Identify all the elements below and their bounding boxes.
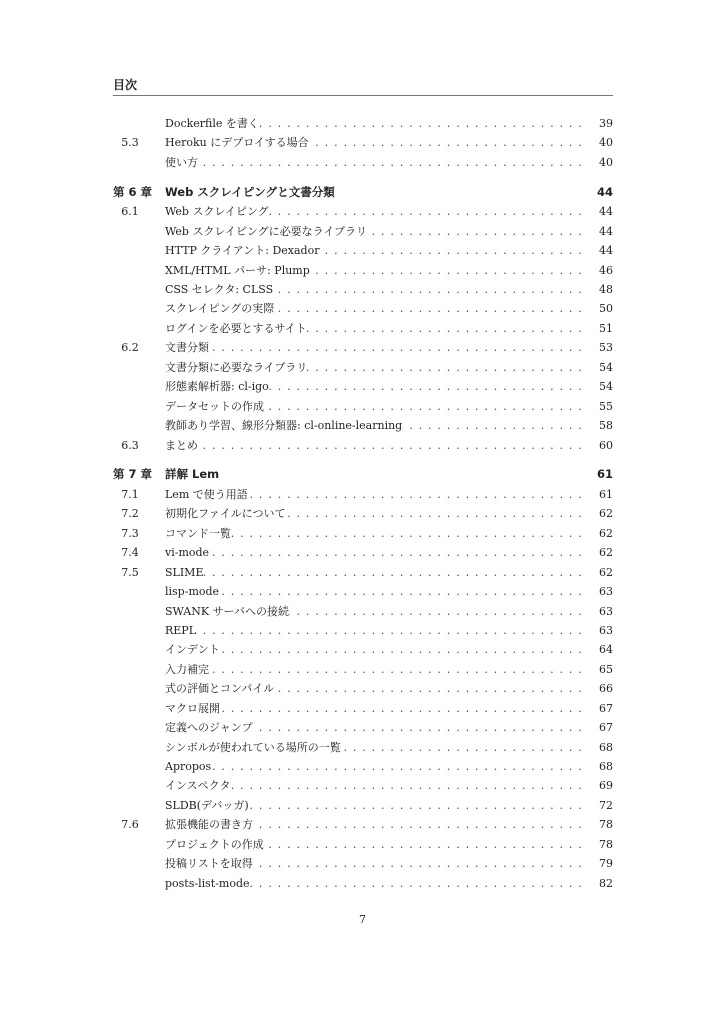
toc-entry[interactable] — [113, 796, 613, 815]
toc-entry[interactable] — [113, 776, 613, 795]
toc-entry[interactable] — [113, 241, 613, 260]
entry-title: posts-list-mode — [165, 876, 250, 890]
dot-leader — [274, 679, 583, 698]
entry-page: 68 — [599, 760, 613, 773]
entry-page: 54 — [599, 380, 613, 394]
entry-page: 79 — [599, 857, 613, 871]
entry-title: 教師あり学習、線形分類器: cl-online-learning — [165, 419, 403, 433]
entry-title: インスペクタ — [165, 779, 231, 793]
entry-title: vi-mode — [165, 546, 210, 560]
toc-entry[interactable] — [113, 358, 613, 377]
entry-page: 62 — [599, 546, 613, 560]
dot-leader — [309, 133, 583, 152]
toc-entry[interactable] — [113, 660, 613, 679]
entry-title: Apropos — [165, 760, 212, 773]
entry-page: 64 — [599, 643, 613, 657]
entry-page: 60 — [599, 438, 613, 452]
entry-page: 62 — [599, 565, 613, 579]
entry-title: インデント — [165, 643, 220, 657]
entry-title: まとめ — [165, 438, 198, 452]
entry-page: 44 — [597, 184, 614, 199]
dot-leader — [220, 699, 583, 718]
entry-page: 44 — [599, 205, 613, 219]
entry-title: データセットの作成 — [165, 399, 264, 413]
dot-leader — [209, 543, 583, 562]
dot-leader — [198, 436, 583, 455]
dot-leader — [211, 757, 583, 776]
entry-page: 69 — [599, 779, 613, 793]
toc-entry[interactable] — [113, 718, 613, 737]
dot-leader — [289, 602, 583, 621]
entry-title: 文書分類に必要なライブラリ — [165, 360, 308, 374]
toc-entry[interactable] — [113, 280, 613, 299]
entry-number: 6.3 — [121, 438, 139, 452]
toc-entry[interactable] — [113, 261, 613, 280]
toc-entry[interactable] — [113, 114, 613, 133]
entry-title: Heroku にデプロイする場合 — [165, 136, 309, 150]
entry-page: 44 — [599, 224, 613, 238]
entry-title: Dockerfile を書く — [165, 117, 259, 130]
entry-number: 7.6 — [121, 818, 139, 832]
entry-title: REPL — [165, 623, 197, 637]
dot-leader — [402, 416, 583, 435]
entry-page: 78 — [599, 818, 613, 832]
entry-page: 61 — [597, 467, 614, 482]
toc-entry[interactable] — [113, 582, 613, 601]
toc-entry[interactable] — [113, 338, 613, 357]
toc-entry[interactable] — [113, 299, 613, 318]
toc-entry[interactable] — [113, 835, 613, 854]
entry-page: 68 — [599, 740, 613, 754]
toc-chapter-entry[interactable] — [113, 465, 613, 484]
toc-entry[interactable] — [113, 621, 613, 640]
entry-number: 7.5 — [121, 565, 139, 579]
toc-entry[interactable] — [113, 485, 613, 504]
dot-leader — [253, 815, 583, 834]
entry-page: 63 — [599, 604, 613, 618]
toc-entry[interactable] — [113, 679, 613, 698]
toc-entry[interactable] — [113, 757, 613, 776]
dot-leader — [319, 241, 583, 260]
dot-leader — [230, 776, 583, 795]
dot-leader — [310, 261, 583, 280]
entry-page: 39 — [599, 117, 613, 130]
entry-title: XML/HTML パーサ: Plump — [165, 263, 310, 277]
entry-title: lisp-mode — [165, 585, 220, 599]
entry-page: 62 — [599, 507, 613, 521]
dot-leader — [198, 153, 583, 172]
entry-page: 54 — [599, 360, 613, 374]
running-header: 目次 — [113, 78, 138, 92]
toc-entry[interactable] — [113, 153, 613, 172]
toc-entry[interactable] — [113, 854, 613, 873]
entry-page: 82 — [599, 876, 613, 890]
entry-title: 入力補完 — [165, 662, 209, 676]
entry-page: 66 — [599, 682, 613, 696]
entry-title: 文書分類 — [165, 341, 209, 355]
entry-title: SWANK サーバへの接続 — [165, 604, 290, 618]
dot-leader — [203, 563, 583, 582]
toc-entry[interactable] — [113, 543, 613, 562]
toc-entry[interactable] — [113, 640, 613, 659]
toc-entry[interactable] — [113, 133, 613, 152]
entry-page: 62 — [599, 526, 613, 540]
entry-title: SLDB(デバッガ) — [165, 798, 249, 812]
toc-entry[interactable] — [113, 416, 613, 435]
entry-page: 61 — [599, 487, 613, 501]
entry-page: 63 — [599, 623, 613, 637]
entry-title: Web スクレイピング — [165, 205, 269, 219]
page-number: 7 — [359, 913, 366, 926]
dot-leader — [259, 114, 583, 133]
entry-title: コマンド一覧 — [165, 526, 231, 540]
dot-leader — [307, 319, 583, 338]
dot-leader — [209, 338, 583, 357]
entry-title: 定義へのジャンプ — [165, 721, 253, 735]
entry-title: スクレイピングの実際 — [165, 302, 275, 316]
dot-leader — [231, 524, 583, 543]
entry-title: ログインを必要とするサイト — [165, 321, 307, 335]
entry-title: Web スクレイピングと文書分類 — [165, 184, 335, 199]
entry-title: CSS セレクタ: CLSS — [165, 283, 274, 296]
entry-page: 67 — [599, 721, 613, 735]
dot-leader — [209, 660, 583, 679]
entry-page: 58 — [599, 419, 613, 433]
entry-title: マクロ展開 — [165, 701, 220, 715]
entry-number: 5.3 — [121, 136, 139, 150]
header-rule — [113, 95, 613, 96]
entry-number: 第 7 章 — [113, 467, 153, 482]
entry-title: 式の評価とコンパイル — [165, 682, 275, 696]
dot-leader — [249, 796, 583, 815]
entry-number: 7.4 — [121, 546, 139, 560]
toc-entry[interactable] — [113, 699, 613, 718]
dot-leader — [264, 835, 583, 854]
toc-entry[interactable] — [113, 319, 613, 338]
dot-leader — [273, 280, 583, 299]
dot-leader — [286, 504, 583, 523]
entry-number: 6.2 — [121, 341, 139, 355]
entry-number: 7.1 — [121, 487, 139, 501]
toc-entry[interactable] — [113, 377, 613, 396]
dot-leader — [307, 358, 583, 377]
dot-leader — [196, 621, 583, 640]
entry-page: 72 — [599, 798, 613, 812]
entry-title: HTTP クライアント: Dexador — [165, 244, 320, 258]
entry-title: プロジェクトの作成 — [165, 837, 264, 851]
dot-leader — [269, 377, 583, 396]
entry-page: 51 — [599, 321, 613, 335]
entry-number: 6.1 — [121, 205, 139, 219]
entry-title: シンボルが使われている場所の一覧 — [165, 740, 341, 754]
toc-entry[interactable] — [113, 202, 613, 221]
toc-chapter-entry[interactable] — [113, 183, 613, 202]
entry-page: 40 — [599, 155, 613, 169]
entry-page: 53 — [599, 341, 613, 355]
entry-page: 40 — [599, 136, 613, 150]
entry-page: 78 — [599, 837, 613, 851]
entry-title: 投稿リストを取得 — [165, 857, 253, 871]
dot-leader — [264, 397, 583, 416]
toc-entry[interactable] — [113, 874, 613, 893]
dot-leader — [274, 299, 583, 318]
entry-page: 63 — [599, 585, 613, 599]
entry-page: 46 — [599, 263, 613, 277]
entry-number: 第 6 章 — [113, 184, 153, 199]
entry-title: Web スクレイピングに必要なライブラリ — [165, 224, 368, 238]
toc-entry[interactable] — [113, 222, 613, 241]
entry-page: 50 — [599, 302, 613, 316]
toc-entry[interactable] — [113, 738, 613, 757]
dot-leader — [220, 640, 583, 659]
entry-title: 拡張機能の書き方 — [165, 818, 253, 832]
dot-leader — [341, 738, 583, 757]
entry-page: 67 — [599, 701, 613, 715]
toc-entry[interactable] — [113, 524, 613, 543]
entry-title: Lem で使う用語 — [165, 487, 248, 501]
entry-page: 48 — [599, 283, 613, 296]
dot-leader — [269, 202, 583, 221]
dot-leader — [219, 582, 583, 601]
entry-title: 使い方 — [165, 155, 198, 169]
toc-entry[interactable] — [113, 436, 613, 455]
dot-leader — [248, 485, 583, 504]
entry-title: 詳解 Lem — [165, 467, 220, 482]
entry-page: 65 — [599, 662, 613, 676]
toc-entry[interactable] — [113, 602, 613, 621]
table-of-contents — [113, 114, 613, 893]
entry-page: 55 — [599, 399, 613, 413]
toc-entry[interactable] — [113, 397, 613, 416]
toc-entry[interactable] — [113, 815, 613, 834]
entry-title: SLIME — [165, 565, 204, 579]
dot-leader — [367, 222, 583, 241]
entry-title: 形態素解析器: cl-igo — [165, 380, 269, 394]
dot-leader — [253, 854, 583, 873]
entry-number: 7.2 — [121, 507, 139, 521]
toc-entry[interactable] — [113, 563, 613, 582]
entry-page: 44 — [599, 244, 613, 258]
dot-leader — [250, 874, 583, 893]
toc-entry[interactable] — [113, 504, 613, 523]
entry-title: 初期化ファイルについて — [165, 507, 286, 521]
dot-leader — [253, 718, 583, 737]
entry-number: 7.3 — [121, 526, 139, 540]
